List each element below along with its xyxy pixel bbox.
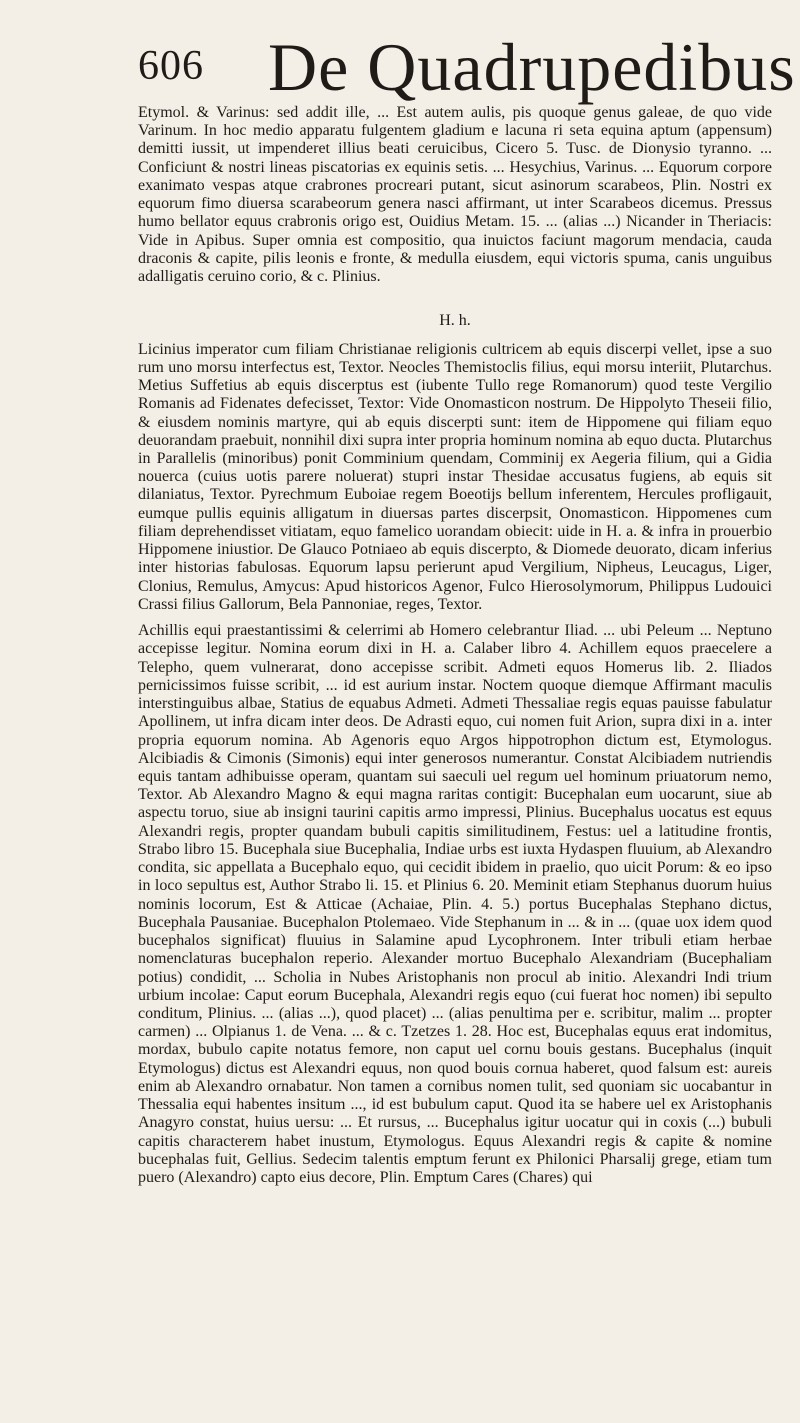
body-text	[138, 104, 772, 1203]
paragraph-1: Etymol. & Varinus: sed addit ille, ... Est autem aulis, pis quoque genus galeae, de quo vide Varinum. In hoc medio apparatu fulgentem gladium e lacuna ri seta equina aptum (appensum) demitti iussit, ut impenderet illius beati ceruicibus, Cicero 5. Tusc. de Dionysio tyranno. ... Conficiunt & nostri lineas piscatorias ex equinis setis. ... Hesychius, Varinus. ... Equorum corpore exanimato vespas atque crabrones procreari putant, sicut asinorum scarabeos, Plin. Nostri ex equorum fimo diuersa scarabeorum genera nasci affirmant, ut inter Scarabeos dicemus. Pressus humo bellator equus crabronis origo est, Ouidius Metam. 15. ... (alias ...) Nicander in Theriacis: Vide in Apibus. Super omnia est compositio, qua inuictos faciunt magorum mendacia, cauda draconis & capite, pilis leonis e fronte, & medulla eiusdem, equi victoris spuma, canis unguibus adalligatis ceruino corio, & c. Plinius.	[138, 104, 772, 286]
paragraph-gap	[138, 294, 772, 304]
page-number: 606	[138, 43, 204, 89]
paragraph-3: Achillis equi praestantissimi & celerrimi ab Homero celebrantur Iliad. ... ubi Peleum ... Neptuno accepisse legitur. Nomina eorum dixi in H. a. Calaber libro 4. Achillem equos praecelere a Telepho, quem vulnerarat, dono accepisse scribit. Admeti equos Homerus lib. 2. Iliados pernicissimos fuisse scribit, ... id est aurium instar. Noctem quoque diemque Affirmant maculis interstinguibus albae, Statius de equabus Admeti. Admeti Thessaliae regis equas pauisse fabulatur Apollinem, ut infra dicam inter deos. De Adrasti equo, cui nomen fuit Arion, supra dixi in a. inter propria equorum nomina. Ab Agenoris equo Argos hippotrophon dictum est, Etymologus. Alcibiadis & Cimonis (Simonis) equi inter generosos numerantur. Constat Alcibiadem nutriendis equis tantam adhibuisse operam, quantam sui saeculi uel regum uel hominum priuatorum nemo, Textor. Ab Alexandro Magno & equi magna raritas contigit: Bucephalan eum uocarunt, siue ab aspectu toruo, siue ab insigni taurini capitis armo impressi, Plinius. Bucephalus uocatus est equus Alexandri regis, propter quandam bubuli capitis similitudinem, Festus: uel a latitudine frontis, Strabo libro 15. Bucephala siue Bucephalia, Indiae urbs est iuxta Hydaspen fluuium, ab Alexandro condita, sic appellata a Bucephalo equo, qui cecidit ibidem in praelio, quo uicit Porum: & eo ipso in loco sepultus est, Author Strabo li. 15. et Plinius 6. 20. Meminit etiam Stephanus duorum huius nominis locorum, Est & Atticae (Achaiae, Plin. 4. 5.) portus Bucephalas Stephano dictus, Bucephala Pausaniae. Bucephalon Ptolemaeo. Vide Stephanum in ... & in ... (quae uox idem quod bucephalos significat) fluuius in Salamine apud Lycophronem. Inter tribuli etiam herbae nomenclaturas bucephalon reperio. Alexander mortuo Bucephalo Alexandriam (Bucephaliam potius) condidit, ... Scholia in Nubes Aristophanis non procul ab initio. Alexandri Indi trium urbium incolae: Caput eorum Bucephala, Alexandri regis equo (cui fuerat hoc nomen) ibi sepulto conditum, Plinius. ... (alias ...), quod placet) ... (alias penultima per e. scribitur, malim ... propter carmen) ... Olpianus 1. de Vena. ... & c. Tzetzes 1. 28. Hoc est, Bucephalas equus erat indomitus, mordax, bubulo capite notatus femore, non caput uel cornu bouis gestans. Bucephalus (inquit Etymologus) dictus est Alexandri equus, non quod bouis cornua haberet, quod falsum est: aureis enim ab Alexandro ornabatur. Non tamen a cornibus nomen tulit, sed quoniam sic uocabantur in Thessalia equi habentes insitum ..., id est bubulum caput. Quod ita se habere uel ex Aristophanis Anagyro constat, huius uersu: ... Et rursus, ... Bucephalus igitur uocatur qui in coxis (...) bubuli capitis characterem habet inustum, Etymologus. Equus Alexandri regis & capite & nomine bucephalas fuit, Gellius. Sedecim talentis emptum ferunt ex Philonici Pharsalij grege, etiam tum puero (Alexandro) capto eius decore, Plin. Emptum Cares (Chares) qui	[138, 622, 772, 1187]
page-header	[0, 28, 800, 108]
paragraph-2: Licinius imperator cum filiam Christianae religionis cultricem ab equis discerpi vellet, ipse a suo rum uno morsu interfectus est, Textor. Neocles Themistoclis filius, equi morsu interiit, Plutarchus. Metius Suffetius ab equis discerptus est (iubente Tullo rege Romanorum) quod teste Vergilio Romanis ad Fidenates defecisset, Textor: Vide Onomasticon nostrum. De Hippolyto Theseii filio, & eiusdem nominis martyre, qui ab equis discerpti sunt: item de Hippomene qui filiam equo deuorandam praebuit, nonnihil dixi supra inter propria hominum nomina ab equo ducta. Plutarchus in Parallelis (minoribus) ponit Comminium quendam, Comminij ex Aegeria filium, qui a Gidia nouerca (cuius uotis parere noluerat) stupri instar Thesidae accusatus fugiens, ab equis sit dilaniatus, Textor. Pyrechmum Euboiae regem Boeotijs bellum inferentem, Hercules profligauit, eumque pullis equinis alligatum in diuersas partes discerpsit, Onomasticon. Hippomenes cum filiam deprehendisset vitiatam, equo famelico uorandam obiecit: uide in H. a. & infra in prouerbio Hippomene iniustior. De Glauco Potniaeo ab equis discerpto, & Diomede deuorato, dicam inferius inter historias fabulosas. Equorum lapsu perierunt apud Vergilium, Nipheus, Leucagus, Liger, Clonius, Remulus, Amycus: Apud historicos Agenor, Fulco Hierosolymorum, Philippus Ludouici Crassi filius Gallorum, Bela Pannoniae, reges, Textor.	[138, 340, 772, 613]
running-title: De Quadrupedibus	[268, 29, 796, 105]
section-heading: H. h.	[439, 312, 471, 330]
